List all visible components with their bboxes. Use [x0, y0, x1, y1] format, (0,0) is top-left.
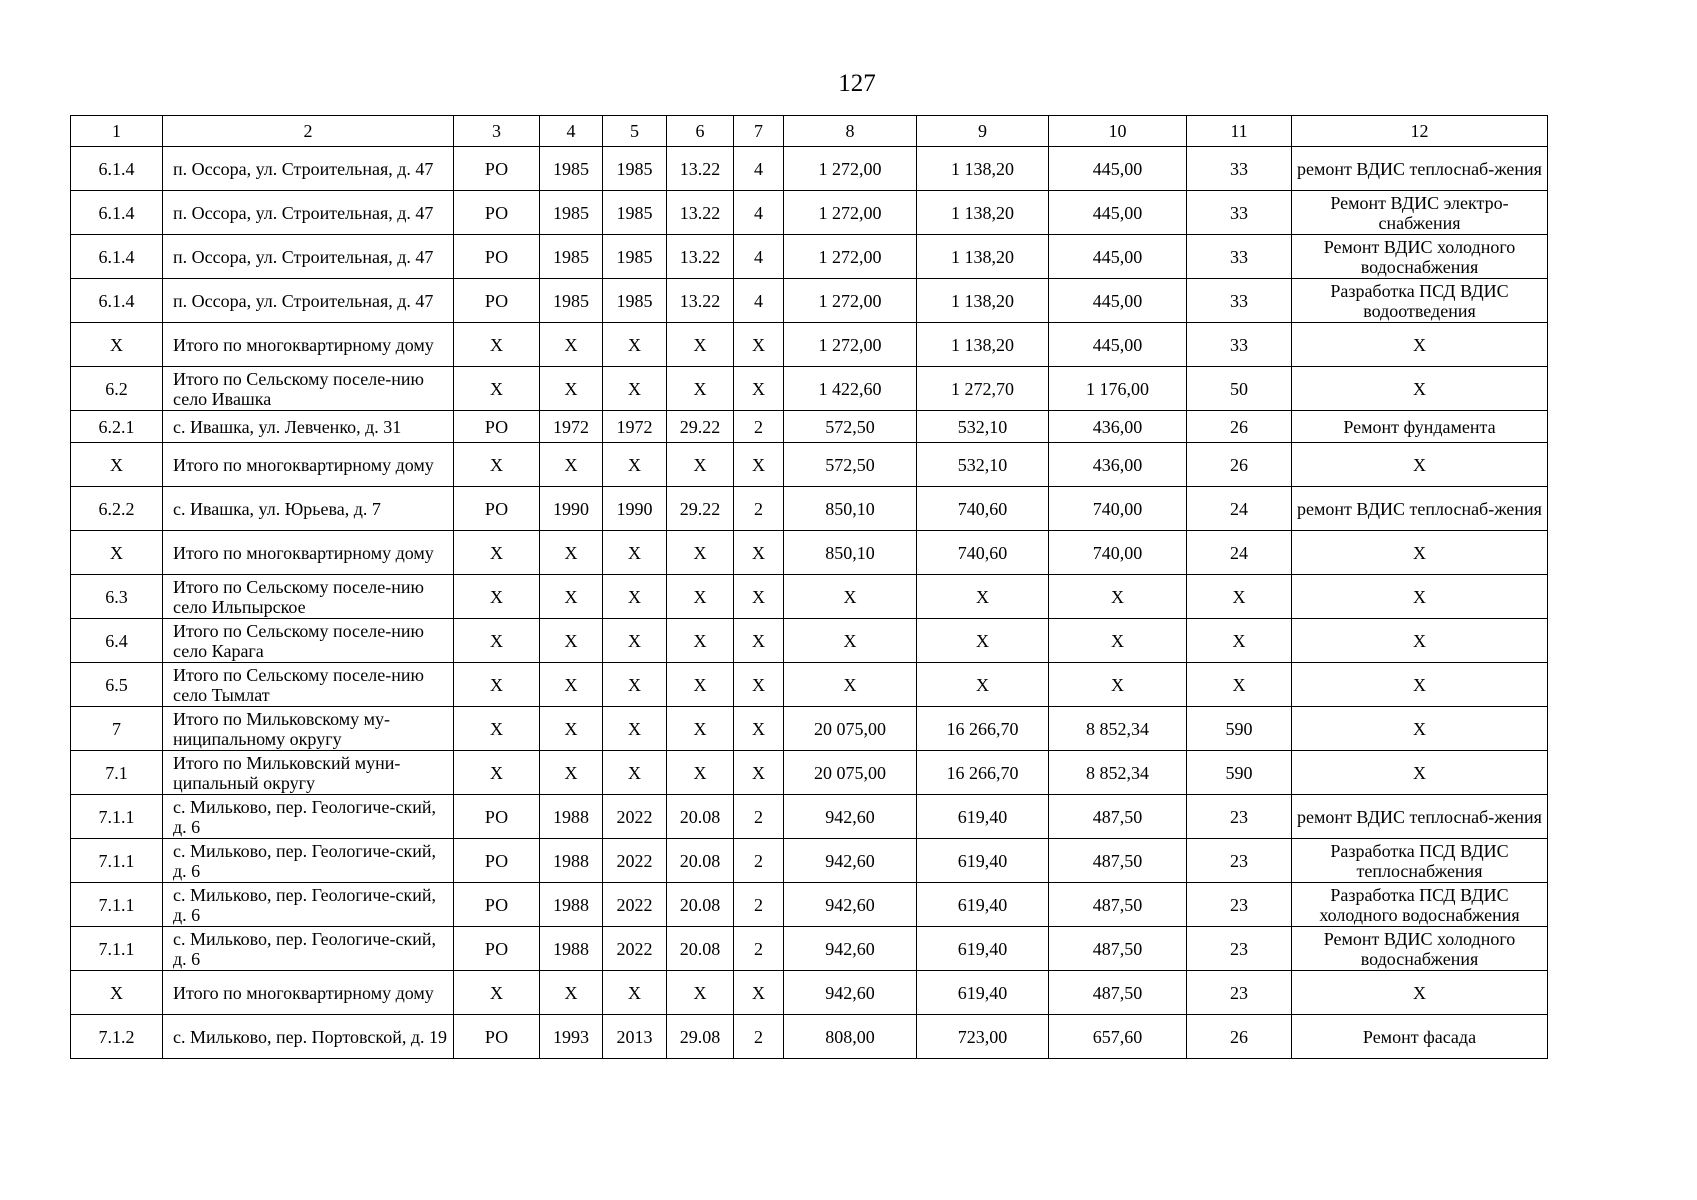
living-area-cell: Х [917, 663, 1049, 707]
program-cell: Х [454, 619, 540, 663]
address-cell: Итого по Сельскому поселе-нию село Карага [163, 619, 454, 663]
table-row [71, 751, 1548, 795]
year-repair-cell: 1985 [603, 147, 667, 191]
work-type-cell: Х [1292, 751, 1548, 795]
total-area-cell: 942,60 [784, 971, 917, 1015]
address-cell: п. Оссора, ул. Строительная, д. 47 [163, 147, 454, 191]
table-row [71, 971, 1548, 1015]
year-repair-cell: 2022 [603, 883, 667, 927]
program-cell: Х [454, 707, 540, 751]
living-area-cell: 532,10 [917, 411, 1049, 443]
table-row [71, 147, 1548, 191]
area-residential-cell: 657,60 [1049, 1015, 1187, 1059]
living-area-cell: 723,00 [917, 1015, 1049, 1059]
floors-cell: 2 [734, 1015, 784, 1059]
year-repair-cell: Х [603, 663, 667, 707]
address-cell: с. Ивашка, ул. Левченко, д. 31 [163, 411, 454, 443]
total-area-cell: 1 272,00 [784, 191, 917, 235]
residents-cell: 23 [1187, 971, 1292, 1015]
row-number-cell: Х [71, 323, 163, 367]
table-row [71, 707, 1548, 751]
floors-cell: Х [734, 323, 784, 367]
repair-type-cell: 20.08 [667, 927, 734, 971]
row-number-cell: 6.1.4 [71, 147, 163, 191]
residents-cell: 50 [1187, 367, 1292, 411]
living-area-cell: 1 138,20 [917, 235, 1049, 279]
row-number-cell: 7.1.1 [71, 927, 163, 971]
living-area-cell: 1 272,70 [917, 367, 1049, 411]
residents-cell: 33 [1187, 279, 1292, 323]
column-header: 12 [1292, 116, 1548, 147]
column-header: 7 [734, 116, 784, 147]
floors-cell: Х [734, 751, 784, 795]
area-residential-cell: 445,00 [1049, 147, 1187, 191]
work-type-cell: Ремонт ВДИС холодного водоснабжения [1292, 235, 1548, 279]
year-built-cell: Х [540, 531, 603, 575]
row-number-cell: 7.1.1 [71, 795, 163, 839]
living-area-cell: 1 138,20 [917, 147, 1049, 191]
year-repair-cell: Х [603, 323, 667, 367]
program-cell: Х [454, 751, 540, 795]
area-residential-cell: 487,50 [1049, 839, 1187, 883]
total-area-cell: 942,60 [784, 883, 917, 927]
address-cell: с. Мильково, пер. Геологиче-ский, д. 6 [163, 927, 454, 971]
floors-cell: Х [734, 531, 784, 575]
table-row [71, 411, 1548, 443]
row-number-cell: Х [71, 531, 163, 575]
table-row [71, 487, 1548, 531]
floors-cell: Х [734, 663, 784, 707]
page-number: 127 [838, 70, 876, 97]
year-repair-cell: Х [603, 619, 667, 663]
year-built-cell: 1985 [540, 235, 603, 279]
repair-type-cell: 20.08 [667, 883, 734, 927]
table-row [71, 531, 1548, 575]
area-residential-cell: 487,50 [1049, 795, 1187, 839]
total-area-cell: 1 422,60 [784, 367, 917, 411]
work-type-cell: Разработка ПСД ВДИС теплоснабжения [1292, 839, 1548, 883]
year-repair-cell: 1985 [603, 235, 667, 279]
register-table [70, 115, 1548, 1059]
address-cell: с. Мильково, пер. Геологиче-ский, д. 6 [163, 795, 454, 839]
year-repair-cell: 1990 [603, 487, 667, 531]
floors-cell: 2 [734, 795, 784, 839]
column-header: 4 [540, 116, 603, 147]
work-type-cell: Х [1292, 367, 1548, 411]
residents-cell: 23 [1187, 795, 1292, 839]
area-residential-cell: 8 852,34 [1049, 707, 1187, 751]
column-header: 5 [603, 116, 667, 147]
address-cell: Итого по Сельскому поселе-нию село Тымлат [163, 663, 454, 707]
program-cell: РО [454, 147, 540, 191]
year-repair-cell: Х [603, 707, 667, 751]
living-area-cell: 619,40 [917, 971, 1049, 1015]
column-header: 2 [163, 116, 454, 147]
address-cell: Итого по многоквартирному дому [163, 971, 454, 1015]
row-number-cell: 7 [71, 707, 163, 751]
total-area-cell: 20 075,00 [784, 707, 917, 751]
year-built-cell: 1985 [540, 147, 603, 191]
year-built-cell: Х [540, 619, 603, 663]
floors-cell: 4 [734, 235, 784, 279]
work-type-cell: Разработка ПСД ВДИС водоотведения [1292, 279, 1548, 323]
total-area-cell: 850,10 [784, 531, 917, 575]
total-area-cell: 1 272,00 [784, 147, 917, 191]
residents-cell: 26 [1187, 1015, 1292, 1059]
work-type-cell: Х [1292, 707, 1548, 751]
repair-type-cell: Х [667, 707, 734, 751]
address-cell: Итого по многоквартирному дому [163, 323, 454, 367]
year-repair-cell: Х [603, 575, 667, 619]
table-row [71, 323, 1548, 367]
program-cell: Х [454, 663, 540, 707]
year-repair-cell: 1985 [603, 279, 667, 323]
living-area-cell: 619,40 [917, 839, 1049, 883]
area-residential-cell: 487,50 [1049, 971, 1187, 1015]
floors-cell: 2 [734, 839, 784, 883]
floors-cell: 4 [734, 147, 784, 191]
living-area-cell: 532,10 [917, 443, 1049, 487]
table-row [71, 443, 1548, 487]
table-row [71, 927, 1548, 971]
table-row [71, 839, 1548, 883]
total-area-cell: 1 272,00 [784, 235, 917, 279]
repair-type-cell: 13.22 [667, 147, 734, 191]
row-number-cell: 7.1.2 [71, 1015, 163, 1059]
floors-cell: Х [734, 707, 784, 751]
table-row [71, 883, 1548, 927]
total-area-cell: 942,60 [784, 927, 917, 971]
residents-cell: Х [1187, 619, 1292, 663]
total-area-cell: 572,50 [784, 443, 917, 487]
address-cell: п. Оссора, ул. Строительная, д. 47 [163, 191, 454, 235]
floors-cell: 2 [734, 411, 784, 443]
year-built-cell: 1988 [540, 839, 603, 883]
repair-type-cell: Х [667, 751, 734, 795]
total-area-cell: 808,00 [784, 1015, 917, 1059]
living-area-cell: 740,60 [917, 531, 1049, 575]
row-number-cell: Х [71, 443, 163, 487]
repair-type-cell: Х [667, 575, 734, 619]
program-cell: РО [454, 883, 540, 927]
living-area-cell: 1 138,20 [917, 323, 1049, 367]
repair-type-cell: 29.22 [667, 411, 734, 443]
year-repair-cell: 2022 [603, 795, 667, 839]
area-residential-cell: 445,00 [1049, 323, 1187, 367]
living-area-cell: Х [917, 575, 1049, 619]
floors-cell: 2 [734, 927, 784, 971]
program-cell: РО [454, 411, 540, 443]
floors-cell: 4 [734, 279, 784, 323]
repair-type-cell: 20.08 [667, 795, 734, 839]
program-cell: Х [454, 531, 540, 575]
column-header: 1 [71, 116, 163, 147]
repair-type-cell: 13.22 [667, 235, 734, 279]
residents-cell: Х [1187, 663, 1292, 707]
program-cell: Х [454, 971, 540, 1015]
work-type-cell: ремонт ВДИС теплоснаб-жения [1292, 795, 1548, 839]
year-built-cell: 1988 [540, 927, 603, 971]
year-built-cell: Х [540, 971, 603, 1015]
year-built-cell: Х [540, 751, 603, 795]
total-area-cell: 1 272,00 [784, 279, 917, 323]
year-repair-cell: 2013 [603, 1015, 667, 1059]
residents-cell: 33 [1187, 323, 1292, 367]
year-built-cell: 1988 [540, 795, 603, 839]
year-built-cell: 1972 [540, 411, 603, 443]
table-row [71, 191, 1548, 235]
program-cell: РО [454, 839, 540, 883]
area-residential-cell: Х [1049, 575, 1187, 619]
area-residential-cell: 740,00 [1049, 531, 1187, 575]
area-residential-cell: 436,00 [1049, 443, 1187, 487]
work-type-cell: Ремонт фасада [1292, 1015, 1548, 1059]
residents-cell: 24 [1187, 531, 1292, 575]
row-number-cell: 6.2.1 [71, 411, 163, 443]
address-cell: с. Мильково, пер. Геологиче-ский, д. 6 [163, 839, 454, 883]
residents-cell: 590 [1187, 751, 1292, 795]
repair-type-cell: Х [667, 367, 734, 411]
area-residential-cell: 8 852,34 [1049, 751, 1187, 795]
area-residential-cell: 445,00 [1049, 235, 1187, 279]
residents-cell: 23 [1187, 927, 1292, 971]
address-cell: п. Оссора, ул. Строительная, д. 47 [163, 235, 454, 279]
total-area-cell: Х [784, 575, 917, 619]
column-header: 11 [1187, 116, 1292, 147]
floors-cell: 2 [734, 883, 784, 927]
repair-type-cell: Х [667, 663, 734, 707]
table-row [71, 1015, 1548, 1059]
repair-type-cell: 20.08 [667, 839, 734, 883]
year-repair-cell: Х [603, 367, 667, 411]
year-repair-cell: Х [603, 531, 667, 575]
residents-cell: 23 [1187, 883, 1292, 927]
floors-cell: Х [734, 367, 784, 411]
program-cell: РО [454, 927, 540, 971]
program-cell: Х [454, 443, 540, 487]
floors-cell: Х [734, 971, 784, 1015]
table-row [71, 663, 1548, 707]
repair-type-cell: Х [667, 971, 734, 1015]
work-type-cell: Ремонт ВДИС электро-снабжения [1292, 191, 1548, 235]
repair-type-cell: Х [667, 323, 734, 367]
row-number-cell: 6.3 [71, 575, 163, 619]
table-row [71, 575, 1548, 619]
work-type-cell: Разработка ПСД ВДИС холодного водоснабжения [1292, 883, 1548, 927]
residents-cell: 33 [1187, 147, 1292, 191]
column-header: 3 [454, 116, 540, 147]
year-built-cell: Х [540, 663, 603, 707]
column-header: 6 [667, 116, 734, 147]
repair-type-cell: 13.22 [667, 191, 734, 235]
row-number-cell: 6.5 [71, 663, 163, 707]
year-repair-cell: Х [603, 971, 667, 1015]
address-cell: Итого по многоквартирному дому [163, 443, 454, 487]
floors-cell: Х [734, 619, 784, 663]
row-number-cell: 6.1.4 [71, 235, 163, 279]
program-cell: РО [454, 191, 540, 235]
work-type-cell: ремонт ВДИС теплоснаб-жения [1292, 487, 1548, 531]
column-header: 10 [1049, 116, 1187, 147]
address-cell: с. Ивашка, ул. Юрьева, д. 7 [163, 487, 454, 531]
address-cell: Итого по Сельскому поселе-нию село Ильпырское [163, 575, 454, 619]
area-residential-cell: 436,00 [1049, 411, 1187, 443]
total-area-cell: 942,60 [784, 795, 917, 839]
column-header: 8 [784, 116, 917, 147]
year-repair-cell: 1985 [603, 191, 667, 235]
repair-type-cell: Х [667, 531, 734, 575]
address-cell: Итого по Мильковский муни-ципальный округу [163, 751, 454, 795]
work-type-cell: Х [1292, 531, 1548, 575]
floors-cell: 2 [734, 487, 784, 531]
work-type-cell: Х [1292, 443, 1548, 487]
residents-cell: 24 [1187, 487, 1292, 531]
address-cell: Итого по Сельскому поселе-нию село Ивашка [163, 367, 454, 411]
address-cell: Итого по многоквартирному дому [163, 531, 454, 575]
residents-cell: 33 [1187, 235, 1292, 279]
residents-cell: 26 [1187, 411, 1292, 443]
living-area-cell: 16 266,70 [917, 707, 1049, 751]
table-row [71, 619, 1548, 663]
repair-type-cell: 29.22 [667, 487, 734, 531]
address-cell: с. Мильково, пер. Геологиче-ский, д. 6 [163, 883, 454, 927]
area-residential-cell: Х [1049, 663, 1187, 707]
floors-cell: Х [734, 443, 784, 487]
living-area-cell: Х [917, 619, 1049, 663]
area-residential-cell: 445,00 [1049, 191, 1187, 235]
work-type-cell: Ремонт фундамента [1292, 411, 1548, 443]
program-cell: РО [454, 1015, 540, 1059]
column-header: 9 [917, 116, 1049, 147]
total-area-cell: 1 272,00 [784, 323, 917, 367]
row-number-cell: 6.1.4 [71, 279, 163, 323]
row-number-cell: 6.1.4 [71, 191, 163, 235]
residents-cell: 26 [1187, 443, 1292, 487]
program-cell: РО [454, 487, 540, 531]
residents-cell: 590 [1187, 707, 1292, 751]
floors-cell: Х [734, 575, 784, 619]
area-residential-cell: Х [1049, 619, 1187, 663]
work-type-cell: Х [1292, 619, 1548, 663]
area-residential-cell: 445,00 [1049, 279, 1187, 323]
year-built-cell: 1988 [540, 883, 603, 927]
table-row [71, 795, 1548, 839]
area-residential-cell: 740,00 [1049, 487, 1187, 531]
year-repair-cell: 2022 [603, 927, 667, 971]
living-area-cell: 619,40 [917, 883, 1049, 927]
year-repair-cell: 1972 [603, 411, 667, 443]
total-area-cell: 850,10 [784, 487, 917, 531]
area-residential-cell: 487,50 [1049, 927, 1187, 971]
living-area-cell: 1 138,20 [917, 191, 1049, 235]
living-area-cell: 1 138,20 [917, 279, 1049, 323]
repair-type-cell: 13.22 [667, 279, 734, 323]
row-number-cell: 7.1.1 [71, 839, 163, 883]
program-cell: Х [454, 367, 540, 411]
total-area-cell: Х [784, 619, 917, 663]
row-number-cell: 7.1 [71, 751, 163, 795]
address-cell: с. Мильково, пер. Портовской, д. 19 [163, 1015, 454, 1059]
program-cell: РО [454, 279, 540, 323]
floors-cell: 4 [734, 191, 784, 235]
total-area-cell: Х [784, 663, 917, 707]
work-type-cell: Х [1292, 971, 1548, 1015]
header-row [71, 116, 1548, 147]
residents-cell: 33 [1187, 191, 1292, 235]
year-built-cell: Х [540, 707, 603, 751]
year-built-cell: 1990 [540, 487, 603, 531]
work-type-cell: Х [1292, 575, 1548, 619]
residents-cell: 23 [1187, 839, 1292, 883]
repair-type-cell: 29.08 [667, 1015, 734, 1059]
year-built-cell: 1993 [540, 1015, 603, 1059]
work-type-cell: Х [1292, 663, 1548, 707]
total-area-cell: 942,60 [784, 839, 917, 883]
year-repair-cell: Х [603, 443, 667, 487]
row-number-cell: 7.1.1 [71, 883, 163, 927]
row-number-cell: 6.2.2 [71, 487, 163, 531]
year-built-cell: Х [540, 575, 603, 619]
living-area-cell: 740,60 [917, 487, 1049, 531]
program-cell: Х [454, 323, 540, 367]
work-type-cell: ремонт ВДИС теплоснаб-жения [1292, 147, 1548, 191]
work-type-cell: Х [1292, 323, 1548, 367]
year-built-cell: 1985 [540, 191, 603, 235]
year-built-cell: 1985 [540, 279, 603, 323]
table-row [71, 367, 1548, 411]
living-area-cell: 16 266,70 [917, 751, 1049, 795]
year-repair-cell: 2022 [603, 839, 667, 883]
work-type-cell: Ремонт ВДИС холодного водоснабжения [1292, 927, 1548, 971]
program-cell: РО [454, 235, 540, 279]
year-built-cell: Х [540, 443, 603, 487]
area-residential-cell: 487,50 [1049, 883, 1187, 927]
row-number-cell: 6.2 [71, 367, 163, 411]
address-cell: Итого по Мильковскому му-ниципальному округу [163, 707, 454, 751]
repair-type-cell: Х [667, 443, 734, 487]
program-cell: РО [454, 795, 540, 839]
row-number-cell: Х [71, 971, 163, 1015]
total-area-cell: 572,50 [784, 411, 917, 443]
living-area-cell: 619,40 [917, 927, 1049, 971]
program-cell: Х [454, 575, 540, 619]
address-cell: п. Оссора, ул. Строительная, д. 47 [163, 279, 454, 323]
year-repair-cell: Х [603, 751, 667, 795]
year-built-cell: Х [540, 367, 603, 411]
area-residential-cell: 1 176,00 [1049, 367, 1187, 411]
row-number-cell: 6.4 [71, 619, 163, 663]
repair-type-cell: Х [667, 619, 734, 663]
residents-cell: Х [1187, 575, 1292, 619]
year-built-cell: Х [540, 323, 603, 367]
table-row [71, 279, 1548, 323]
living-area-cell: 619,40 [917, 795, 1049, 839]
table-row [71, 235, 1548, 279]
total-area-cell: 20 075,00 [784, 751, 917, 795]
